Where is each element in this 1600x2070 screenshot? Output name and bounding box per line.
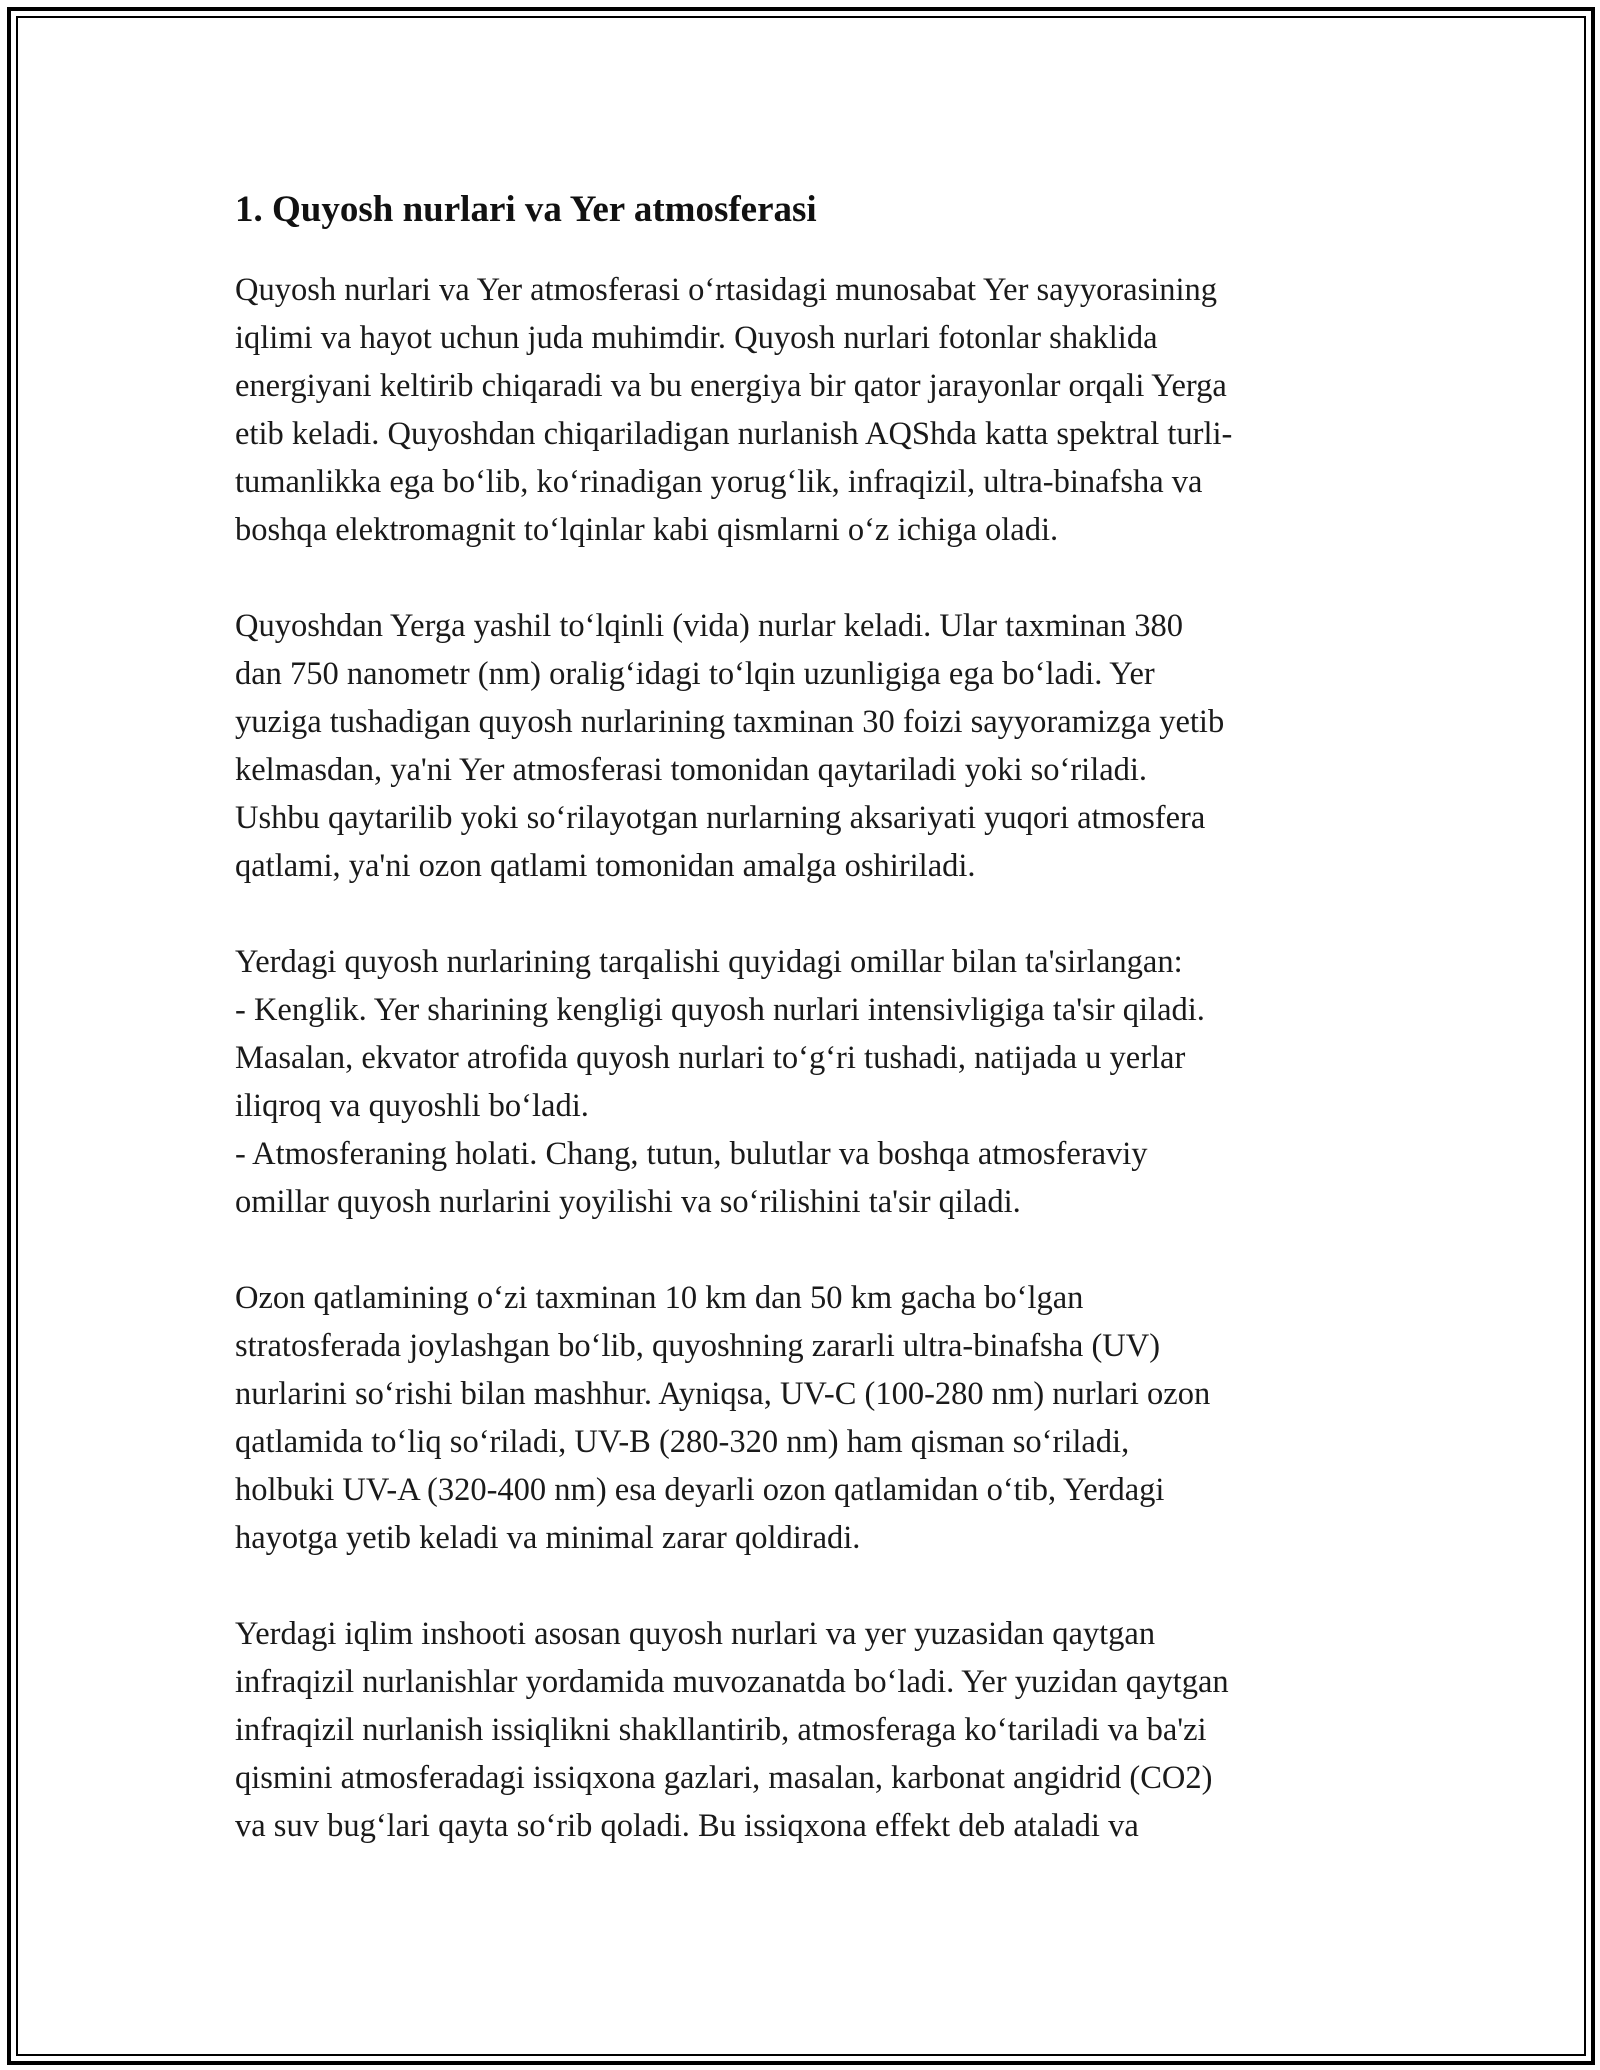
text-line: qatlami, ya'ni ozon qatlami tomonidan amalga oshiriladi. — [235, 848, 976, 884]
text-line: yuziga tushadigan quyosh nurlarining taxminan 30 foizi sayyoramizga yetib — [235, 704, 1225, 740]
text-line: boshqa elektromagnit to‘lqinlar kabi qismlarni o‘z ichiga oladi. — [235, 512, 1059, 548]
paragraph-4 — [235, 1274, 1375, 1562]
text-line: Yerdagi iqlim inshooti asosan quyosh nurlari va yer yuzasidan qaytgan — [235, 1616, 1156, 1652]
paragraph-5 — [235, 1610, 1375, 1850]
text-line: va suv bug‘lari qayta so‘rib qoladi. Bu issiqxona effekt deb ataladi va — [235, 1808, 1139, 1844]
text-line: stratosferada joylashgan bo‘lib, quyoshning zararli ultra-binafsha (UV) — [235, 1328, 1161, 1364]
text-line: Masalan, ekvator atrofida quyosh nurlari to‘g‘ri tushadi, natijada u yerlar — [235, 1040, 1186, 1076]
text-line: dan 750 nanometr (nm) oralig‘idagi to‘lqin uzunligiga ega bo‘ladi. Yer — [235, 656, 1155, 692]
text-line: Ozon qatlamining o‘zi taxminan 10 km dan 50 km gacha bo‘lgan — [235, 1280, 1084, 1316]
text-line: hayotga yetib keladi va minimal zarar qoldiradi. — [235, 1520, 861, 1556]
section-heading: 1. Quyosh nurlari va Yer atmosferasi — [235, 189, 817, 230]
paragraph-2 — [235, 602, 1375, 890]
text-line: Ushbu qaytarilib yoki so‘rilayotgan nurlarning aksariyati yuqori atmosfera — [235, 800, 1206, 836]
text-line: kelmasdan, ya'ni Yer atmosferasi tomonidan qaytariladi yoki so‘riladi. — [235, 752, 1148, 788]
list-item-latitude: - Kenglik. Yer sharining kengligi quyosh nurlari intensivligiga ta'sir qiladi. — [235, 992, 1205, 1028]
text-line: Quyoshdan Yerga yashil to‘lqinli (vida) nurlar keladi. Ular taxminan 380 — [235, 608, 1184, 644]
text-line: Quyosh nurlari va Yer atmosferasi o‘rtasidagi munosabat Yer sayyorasining — [235, 272, 1218, 308]
text-line: holbuki UV-A (320-400 nm) esa deyarli ozon qatlamidan o‘tib, Yerdagi — [235, 1472, 1165, 1508]
text-line: etib keladi. Quyoshdan chiqariladigan nurlanish AQShda katta spektral turli- — [235, 416, 1233, 452]
paragraph-3 — [235, 938, 1375, 1226]
document-body — [235, 186, 1375, 1898]
text-line: tumanlikka ega bo‘lib, ko‘rinadigan yorug‘lik, infraqizil, ultra-binafsha va — [235, 464, 1203, 500]
text-line: iliqroq va quyoshli bo‘ladi. — [235, 1088, 589, 1124]
text-line: nurlarini so‘rishi bilan mashhur. Ayniqsa, UV-C (100-280 nm) nurlari ozon — [235, 1376, 1211, 1412]
text-line: omillar quyosh nurlarini yoyilishi va so‘rilishini ta'sir qiladi. — [235, 1184, 1021, 1220]
text-line: iqlimi va hayot uchun juda muhimdir. Quyosh nurlari fotonlar shaklida — [235, 320, 1158, 356]
text-line: qatlamida to‘liq so‘riladi, UV-B (280-320 nm) ham qisman so‘riladi, — [235, 1424, 1130, 1460]
text-line: infraqizil nurlanishlar yordamida muvozanatda bo‘ladi. Yer yuzidan qaytgan — [235, 1664, 1229, 1700]
text-line: qismini atmosferadagi issiqxona gazlari, masalan, karbonat angidrid (CO2) — [235, 1760, 1213, 1796]
paragraph-1 — [235, 266, 1375, 554]
text-line: Yerdagi quyosh nurlarining tarqalishi quyidagi omillar bilan ta'sirlangan: — [235, 944, 1183, 980]
text-line: infraqizil nurlanish issiqlikni shakllantirib, atmosferaga ko‘tariladi va ba'zi — [235, 1712, 1207, 1748]
text-line: energiyani keltirib chiqaradi va bu energiya bir qator jarayonlar orqali Yerga — [235, 368, 1227, 404]
list-item-atmosphere: - Atmosferaning holati. Chang, tutun, bulutlar va boshqa atmosferaviy — [235, 1136, 1148, 1172]
